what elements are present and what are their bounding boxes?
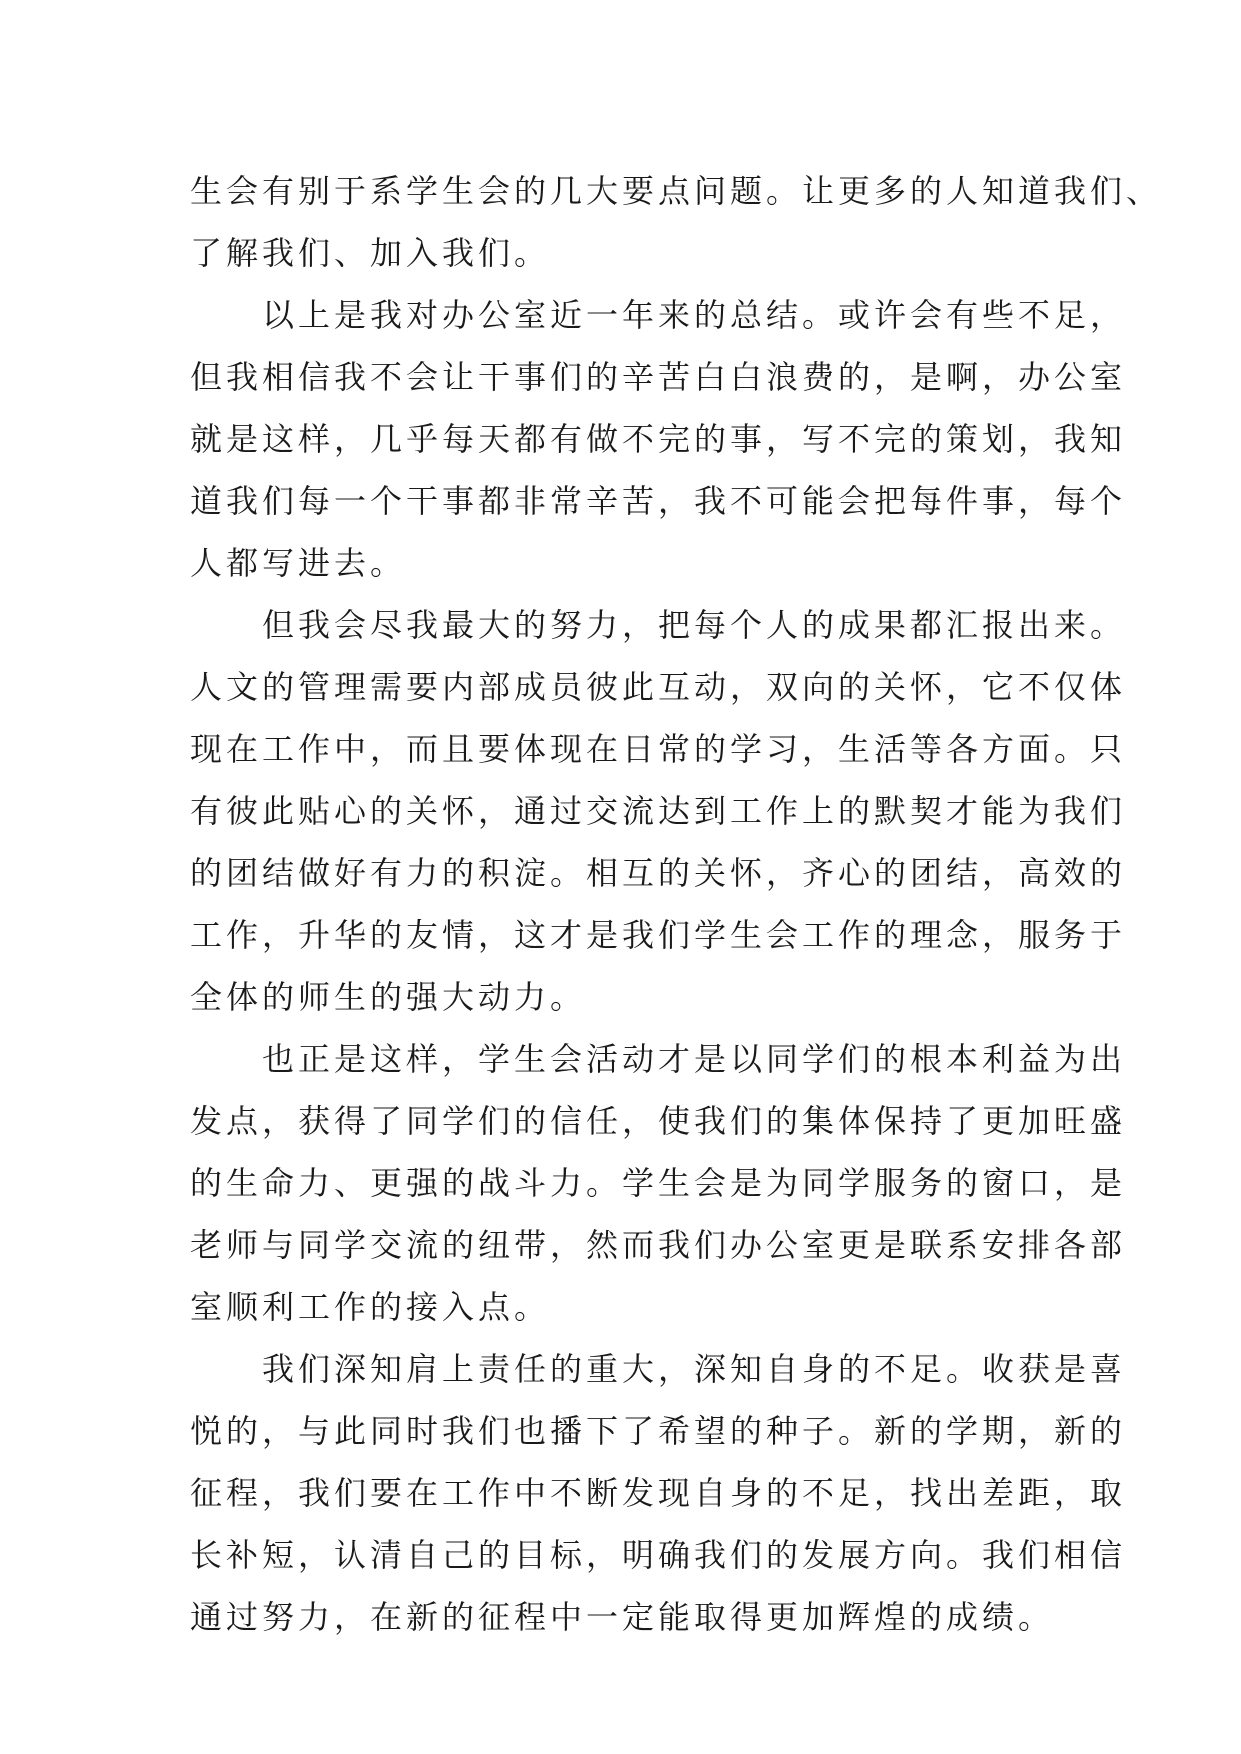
text-line: 我们深知肩上责任的重大，深知自身的不足。收获是喜 bbox=[190, 1350, 1127, 1388]
text-line: 有彼此贴心的关怀，通过交流达到工作上的默契才能为我们 bbox=[190, 792, 1127, 830]
text-line: 征程，我们要在工作中不断发现自身的不足，找出差距，取 bbox=[190, 1474, 1127, 1512]
text-line: 的团结做好有力的积淀。相互的关怀，齐心的团结，高效的 bbox=[190, 854, 1127, 892]
text-line: 但我相信我不会让干事们的辛苦白白浪费的，是啊，办公室 bbox=[190, 358, 1127, 396]
text-line: 长补短，认清自己的目标，明确我们的发展方向。我们相信 bbox=[190, 1536, 1127, 1574]
text-line: 老师与同学交流的纽带，然而我们办公室更是联系安排各部 bbox=[190, 1226, 1127, 1264]
text-line: 但我会尽我最大的努力，把每个人的成果都汇报出来。 bbox=[190, 606, 1127, 644]
text-line: 也正是这样，学生会活动才是以同学们的根本利益为出 bbox=[190, 1040, 1127, 1078]
text-line: 悦的，与此同时我们也播下了希望的种子。新的学期，新的 bbox=[190, 1412, 1127, 1450]
text-line: 通过努力，在新的征程中一定能取得更加辉煌的成绩。 bbox=[190, 1598, 1055, 1636]
text-line: 工作，升华的友情，这才是我们学生会工作的理念，服务于 bbox=[190, 916, 1127, 954]
text-line: 现在工作中，而且要体现在日常的学习，生活等各方面。只 bbox=[190, 730, 1127, 768]
text-line: 了解我们、加入我们。 bbox=[190, 234, 551, 272]
text-line: 就是这样，几乎每天都有做不完的事，写不完的策划，我知 bbox=[190, 420, 1127, 458]
text-line: 人都写进去。 bbox=[190, 544, 407, 582]
text-line: 的生命力、更强的战斗力。学生会是为同学服务的窗口，是 bbox=[190, 1164, 1127, 1202]
text-line: 人文的管理需要内部成员彼此互动，双向的关怀，它不仅体 bbox=[190, 668, 1127, 706]
text-line: 以上是我对办公室近一年来的总结。或许会有些不足， bbox=[190, 296, 1127, 334]
text-line: 发点，获得了同学们的信任，使我们的集体保持了更加旺盛 bbox=[190, 1102, 1127, 1140]
text-line: 道我们每一个干事都非常辛苦，我不可能会把每件事，每个 bbox=[190, 482, 1127, 520]
text-line: 室顺利工作的接入点。 bbox=[190, 1288, 551, 1326]
body-text bbox=[190, 160, 1170, 1648]
text-line: 生会有别于系学生会的几大要点问题。让更多的人知道我们、 bbox=[190, 172, 1163, 210]
text-line: 全体的师生的强大动力。 bbox=[190, 978, 587, 1016]
